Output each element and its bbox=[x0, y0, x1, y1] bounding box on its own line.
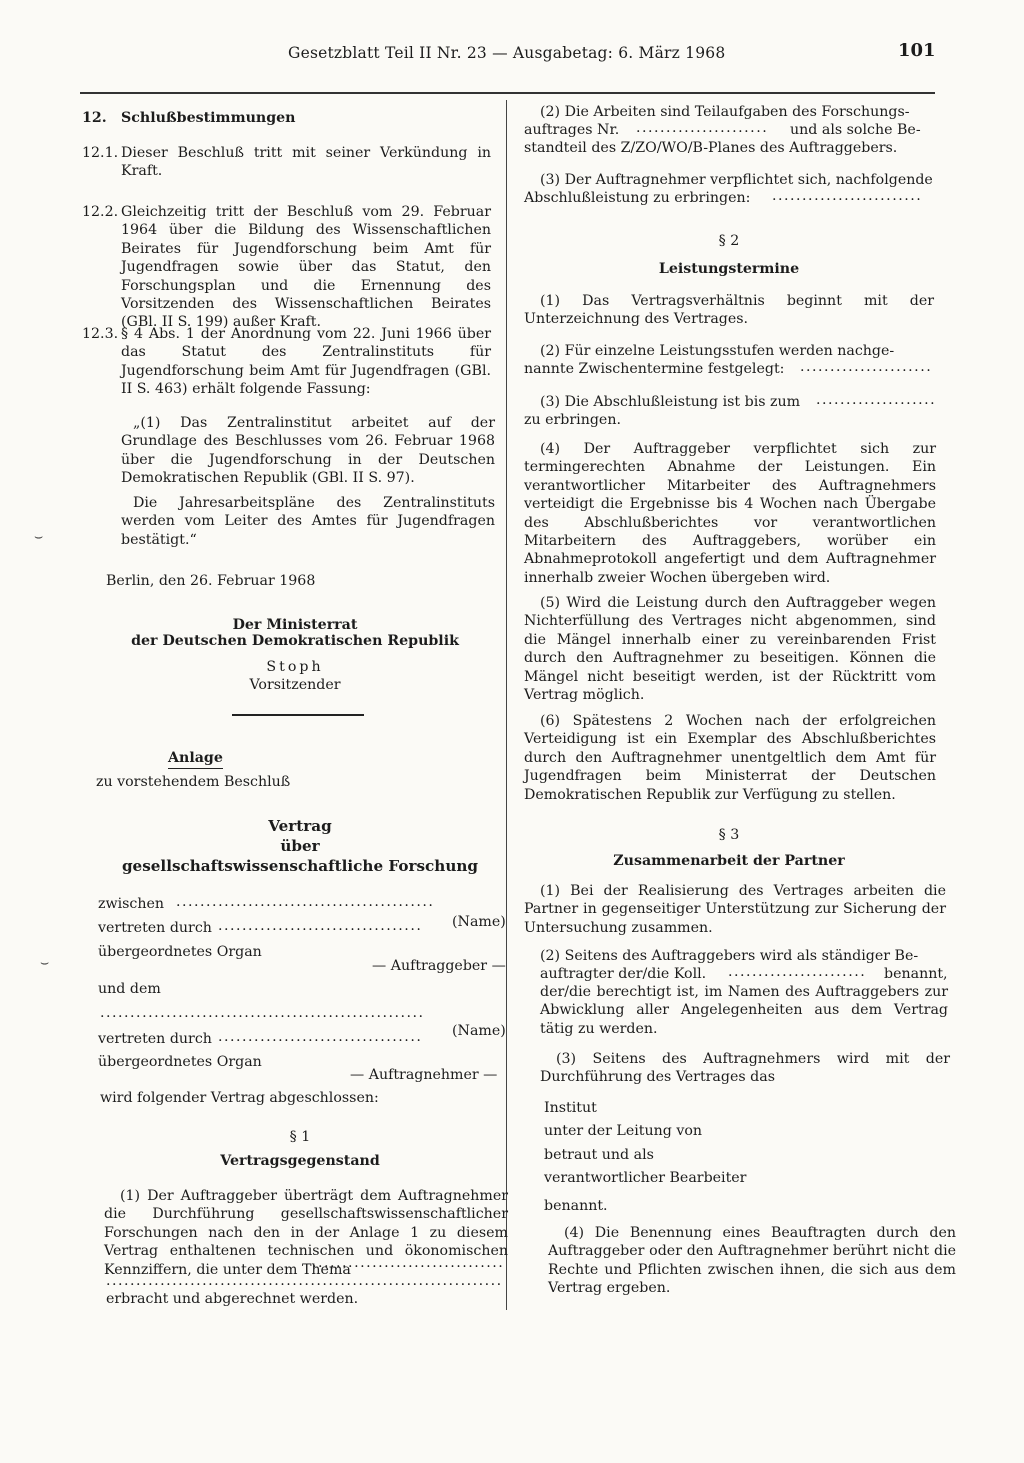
paragraph-3-abs-2-rest: der/die berechtigt ist, im Namen des Auftraggebers zur Abwicklung aller Angelegenheiten aus dem Vertrag tätig zu werden. bbox=[540, 984, 948, 1037]
abschluss-blank: ......................... bbox=[772, 188, 923, 204]
p2-abs3-line-2: zu erbringen. bbox=[524, 412, 621, 428]
form-auftragnehmer-label: — Auftragnehmer — bbox=[350, 1067, 498, 1083]
place-date: Berlin, den 26. Februar 1968 bbox=[106, 573, 316, 589]
paragraph-1-end: erbracht und abgerechnet werden. bbox=[106, 1291, 359, 1307]
form-name-label-1: (Name) bbox=[452, 914, 506, 930]
p2-abs2-line-2: nannte Zwischentermine festgelegt: bbox=[524, 361, 785, 377]
contract-title-2: über bbox=[280, 837, 320, 855]
p1-abs2-line-2a: auftrages Nr. bbox=[524, 122, 620, 138]
paragraph-3-abs-1: (1) Bei der Realisierung des Vertrages arbeiten die Partner in gegenseitiger Unterstützung zur Sicherung der Untersuchung zusammen. bbox=[524, 883, 946, 936]
form-vertreten-blank-2: .................................. bbox=[218, 1029, 423, 1045]
benannt-label: benannt. bbox=[544, 1198, 608, 1214]
form-und-dem-blank: ...................................................... bbox=[100, 1005, 425, 1021]
paragraph-2-abs-6: (6) Spätestens 2 Wochen nach der erfolgreichen Verteidigung ist ein Exemplar des Abschlußberichtes durch den Auftragnehmer unentgeltlich dem Amt für Jugendfragen beim Ministerrat der Deutschen Demokratischen Republik zur Verfügung zu stellen. bbox=[524, 713, 936, 803]
running-header: Gesetzblatt Teil II Nr. 23 — Ausgabetag: 6. März 1968 bbox=[288, 44, 726, 62]
bearbeiter-label: verantwortlicher Bearbeiter bbox=[544, 1170, 747, 1186]
paragraph-2-abs-1: (1) Das Vertragsverhältnis beginnt mit der Unterzeichnung des Vertrages. bbox=[524, 293, 934, 328]
form-zwischen-label: zwischen bbox=[98, 896, 165, 912]
form-auftraggeber-label: — Auftraggeber — bbox=[372, 958, 506, 974]
quote-paragraph-1: „(1) Das Zentralinstitut arbeitet auf der Grundlage des Beschlusses vom 26. Februar 1968 über die Jugendforschung in der Deutschen Demokratischen Republik (GBl. II S. 97). bbox=[121, 415, 495, 487]
thema-blank-2: .................................................................. bbox=[106, 1273, 503, 1289]
page-number: 101 bbox=[898, 40, 936, 61]
p1-abs3-line-1: (3) Der Auftragnehmer verpflichtet sich, nachfolgende bbox=[540, 172, 933, 188]
form-und-dem-label: und dem bbox=[98, 981, 161, 997]
form-vertreten-label-2: vertreten durch bbox=[98, 1031, 212, 1047]
contract-title-3: gesellschaftswissenschaftliche Forschung bbox=[121, 857, 479, 875]
margin-mark-2: ⌣ bbox=[40, 955, 50, 971]
header-rule bbox=[80, 92, 935, 94]
annex-title: Anlage bbox=[168, 749, 223, 769]
paragraph-2-abs-4: (4) Der Auftraggeber verpflichtet sich zur termingerechten Abnahme der Leistungen. Ein verantwortlicher Mitarbeiter des Auftragnehmers verteidigt die Ergebnisse bis 4 Wochen nach Übergabe des Abschlußberichtes vor verantwortlichen Mitarbeitern des Auftraggebers, worüber ein Abnahmeprotokoll angefertigt und dem Auftragnehmer innerhalb zweier Wochen übergeben wird. bbox=[524, 441, 936, 586]
section-12-number: 12. bbox=[82, 110, 107, 126]
form-organ-label-2: übergeordnetes Organ bbox=[98, 1054, 262, 1070]
section-12-2-text: Gleichzeitig tritt der Beschluß vom 29. Februar 1964 über die Bildung des Wissenschaftlichen Beirates für Jugendforschung beim Amt für Jugendfragen sowie über das Statut, den Forschungsplan und die Ernennung des Vorsitzenden des Wissenschaftlichen Beirates (GBl. II S. 199) außer Kraft. bbox=[121, 204, 491, 331]
paragraph-1-abs-1: (1) Der Auftraggeber überträgt dem Auftragnehmer die Durchführung gesellschaftswissenschaftlicher Forschungen nach den in der Anlage 1 zu diesem Vertrag enthaltenen technischen und ökonomischen Kennziffern, die unter dem Thema bbox=[104, 1188, 508, 1278]
section-12-2-number: 12.2. bbox=[82, 204, 119, 220]
section-12-1-text: Dieser Beschluß tritt mit seiner Verkündung in Kraft. bbox=[121, 145, 491, 180]
koll-blank: ....................... bbox=[728, 964, 867, 980]
form-concluded-line: wird folgender Vertrag abgeschlossen: bbox=[100, 1090, 379, 1106]
signatory-role: Vorsitzender bbox=[249, 677, 341, 693]
paragraph-3-abs-3: (3) Seitens des Auftragnehmers wird mit der Durchführung des Vertrages das bbox=[540, 1051, 950, 1086]
paragraph-3-number: § 3 bbox=[718, 827, 740, 843]
paragraph-1-number: § 1 bbox=[289, 1129, 311, 1145]
p1-abs2-line-3: standteil des Z/ZO/WO/B-Planes des Auftraggebers. bbox=[524, 140, 898, 156]
p3-abs2-line-1: (2) Seitens des Auftraggebers wird als ständiger Be- bbox=[540, 948, 919, 964]
auftrag-nr-blank: ...................... bbox=[636, 120, 769, 136]
institut-label: Institut bbox=[544, 1100, 597, 1116]
section-12-1-number: 12.1. bbox=[82, 145, 119, 161]
p3-abs2-line-2b: benannt, bbox=[884, 966, 948, 982]
form-name-label-2: (Name) bbox=[452, 1023, 506, 1039]
p1-abs3-line-2: Abschlußleistung zu erbringen: bbox=[524, 190, 751, 206]
paragraph-2-abs-5: (5) Wird die Leistung durch den Auftraggeber wegen Nichterfüllung des Vertrages nicht abgenommen, sind die Mängel innerhalb einer zu vereinbarenden Frist durch den Auftragnehmer zu beseitigen. Können die Mängel nicht beseitigt werden, ist der Rücktritt vom Vertrag möglich. bbox=[524, 595, 936, 704]
contract-title-1: Vertrag bbox=[268, 817, 332, 835]
betraut-label: betraut und als bbox=[544, 1147, 654, 1163]
annex-subtitle: zu vorstehendem Beschluß bbox=[96, 774, 291, 790]
section-12-3-text: § 4 Abs. 1 der Anordnung vom 22. Juni 1966 über das Statut des Zentralinstituts für Jugendforschung beim Amt für Jugendfragen (GBl. II S. 463) erhält folgende Fassung: bbox=[121, 326, 491, 398]
form-vertreten-label-1: vertreten durch bbox=[98, 920, 212, 936]
form-zwischen-blank: ........................................... bbox=[176, 894, 435, 910]
margin-mark: ⌣ bbox=[34, 529, 44, 545]
p2-abs3-line-1: (3) Die Abschlußleistung ist bis zum bbox=[540, 394, 801, 410]
thema-blank-1: ................................ bbox=[312, 1255, 505, 1271]
leitung-label: unter der Leitung von bbox=[544, 1123, 703, 1139]
p2-abs2-line-1: (2) Für einzelne Leistungsstufen werden nachge- bbox=[540, 343, 895, 359]
paragraph-1-title: Vertragsgegenstand bbox=[220, 1153, 380, 1169]
paragraph-2-title: Leistungstermine bbox=[658, 261, 800, 277]
signature-body-line-1: Der Ministerrat bbox=[232, 617, 358, 633]
paragraph-3-title: Zusammenarbeit der Partner bbox=[613, 853, 845, 869]
p3-abs2-line-2a: auftragter der/die Koll. bbox=[540, 966, 707, 982]
section-12-3-number: 12.3. bbox=[82, 326, 119, 342]
p1-abs2-line-1: (2) Die Arbeiten sind Teilaufgaben des Forschungs- bbox=[540, 104, 910, 120]
paragraph-3-abs-4: (4) Die Benennung eines Beauftragten durch den Auftraggeber oder den Auftragnehmer berührt nicht die Rechte und Pflichten zwischen ihnen, die sich aus dem Vertrag ergeben. bbox=[548, 1225, 956, 1297]
zwischentermine-blank: ...................... bbox=[800, 359, 933, 375]
p1-abs2-line-2b: und als solche Be- bbox=[790, 122, 921, 138]
quote-paragraph-2: Die Jahresarbeitspläne des Zentralinstituts werden vom Leiter des Amtes für Jugendfragen bestätigt.“ bbox=[121, 495, 495, 548]
termin-blank: .................... bbox=[816, 392, 936, 408]
form-organ-label-1: übergeordnetes Organ bbox=[98, 944, 262, 960]
section-12-title: Schlußbestimmungen bbox=[121, 110, 296, 126]
separator-rule bbox=[232, 714, 364, 716]
paragraph-2-number: § 2 bbox=[718, 233, 740, 249]
signatory-name: Stoph bbox=[266, 659, 324, 675]
form-vertreten-blank-1: .................................. bbox=[218, 918, 423, 934]
column-rule bbox=[506, 100, 507, 1310]
signature-body-line-2: der Deutschen Demokratischen Republik bbox=[131, 633, 459, 649]
